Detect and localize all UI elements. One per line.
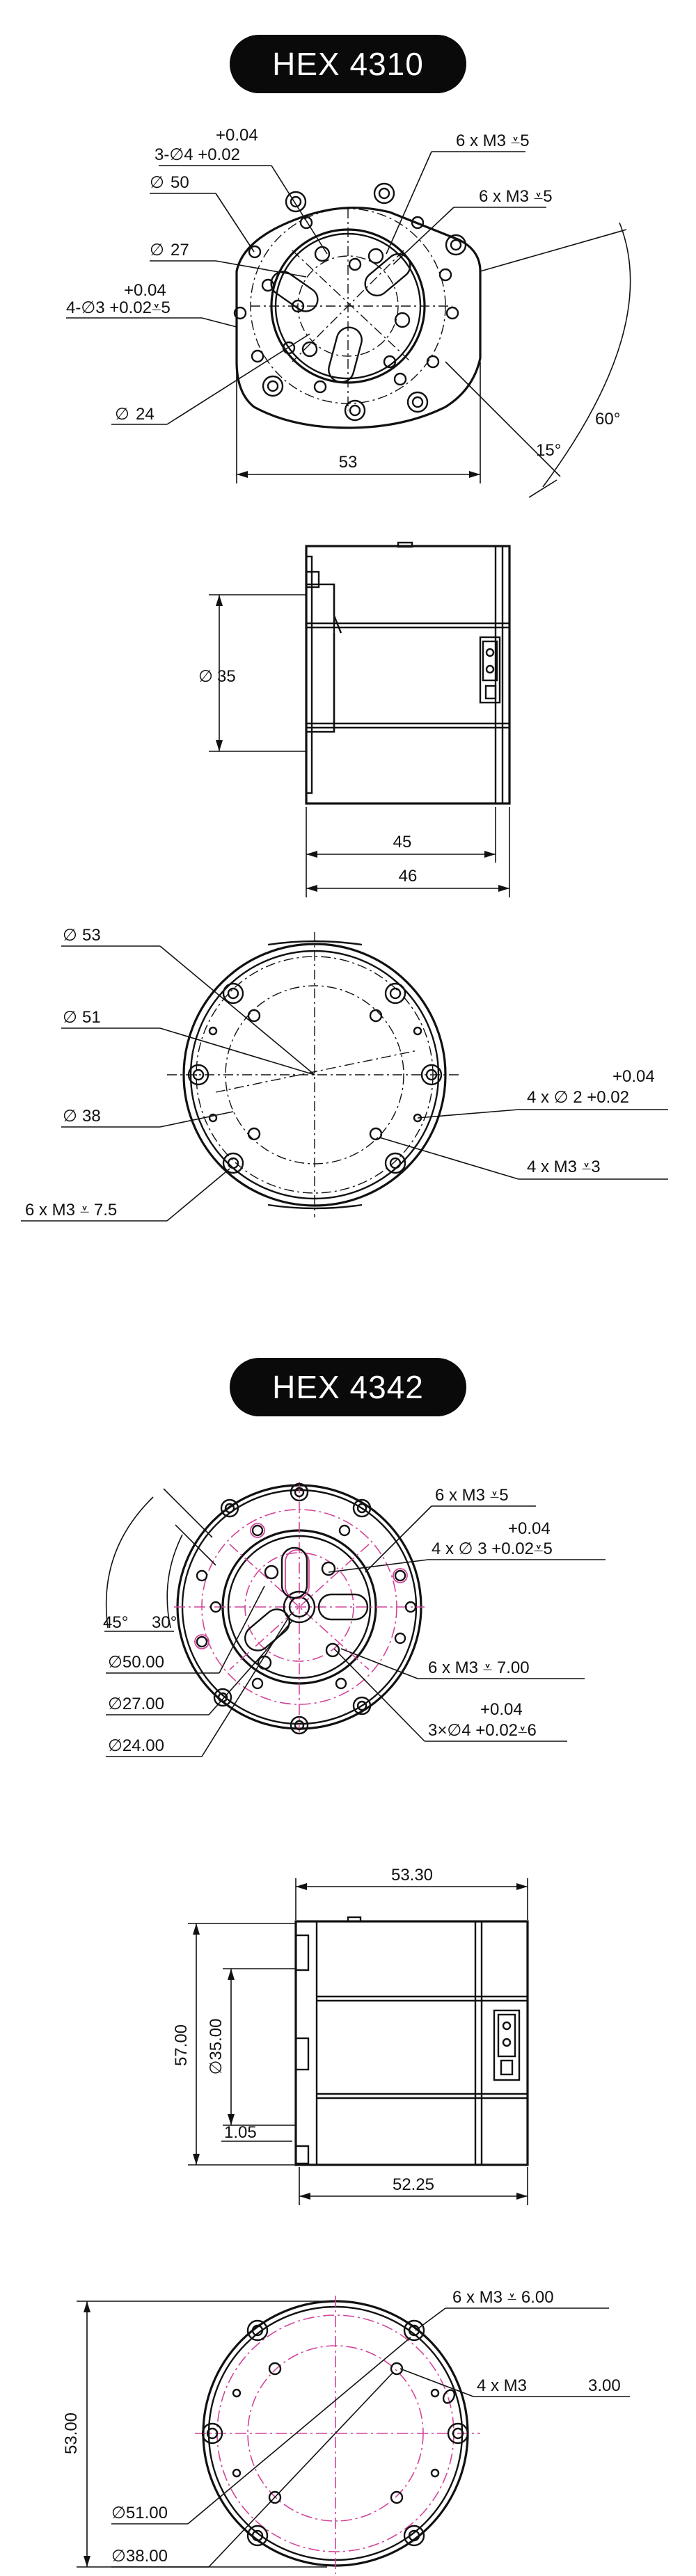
d27-label: 27 [171, 241, 189, 259]
hole-4-label: 4-∅3 +0.02⩡5 [66, 298, 171, 317]
hex4342-top-view [103, 1482, 606, 1757]
diameter-symbol: ∅ [63, 926, 77, 945]
hole-b-label: 3×∅4 +0.02⩡6 [428, 1721, 537, 1740]
angle-60-label: 60° [595, 410, 621, 429]
len-45-label: 45 [393, 833, 412, 851]
m3-7-label: 6 x M3 ⩡ 7.00 [428, 1658, 530, 1677]
angle-15-label: 15° [536, 441, 562, 460]
tol-label: +0.04 [612, 1067, 655, 1086]
diameter-symbol: ∅ [115, 405, 129, 424]
diameter-symbol: ∅ [198, 667, 213, 686]
diameter-symbol: ∅ [63, 1008, 77, 1027]
tol-hole-3: +0.04 [216, 126, 258, 145]
d24-label: 24 [136, 405, 155, 424]
m3-6-label: 6 x M3 ⩡ 6.00 [452, 2288, 554, 2307]
h-53-label: 53.00 [62, 2412, 81, 2455]
diameter-symbol: ∅ [150, 173, 164, 192]
hex4342-bottom-view [62, 2288, 630, 2574]
hole-a-label: 4 x ∅ 3 +0.02⩡5 [432, 1539, 553, 1558]
d38-label: 38 [82, 1107, 101, 1126]
d50-label: 50 [171, 173, 189, 192]
d38-label: ∅38.00 [111, 2547, 168, 2566]
m3-3-label: 4 x M3 ⩡3 [527, 1158, 601, 1176]
angle-30-label: 30° [152, 1613, 177, 1632]
m3-depth-b: 6 x M3 ⩡5 [479, 187, 553, 206]
d53-label: 53 [82, 926, 101, 945]
off-105-label: 1.05 [224, 2123, 257, 2142]
d27-label: ∅27.00 [108, 1695, 164, 1713]
len-52-25-label: 52.25 [392, 2175, 435, 2194]
tol-b-label: +0.04 [480, 1700, 523, 1719]
diameter-symbol: ∅ [150, 241, 164, 259]
tol-a-label: +0.04 [508, 1519, 551, 1538]
m3-depth-a: 6 x M3 ⩡5 [456, 131, 530, 150]
d35-label: 35 [217, 667, 236, 686]
d24-label: ∅24.00 [108, 1736, 164, 1755]
hole4-label: 4 x ∅ 2 +0.02 [527, 1088, 629, 1107]
depth-3-label: 3.00 [588, 2376, 621, 2395]
diameter-symbol: ∅ [63, 1107, 77, 1126]
d51-label: ∅51.00 [111, 2504, 168, 2522]
len-46-label: 46 [398, 867, 418, 886]
d50-label: ∅50.00 [108, 1653, 164, 1672]
h-57-label: 57.00 [172, 2024, 191, 2067]
angle-45-label: 45° [103, 1613, 129, 1632]
m3-5-label: 6 x M3 ⩡5 [435, 1486, 509, 1505]
width-53-label: 53 [338, 453, 358, 472]
len-53-30-label: 53.30 [390, 1866, 434, 1885]
d51-label: 51 [82, 1008, 101, 1027]
hex4342-side-view [172, 1866, 528, 2205]
m3-75-label: 6 x M3 ⩡ 7.5 [25, 1201, 118, 1219]
m3-4-label: 4 x M3 [477, 2376, 528, 2395]
tol-hole-4: +0.04 [124, 281, 166, 300]
d35-label: ∅35.00 [207, 2018, 226, 2075]
hole-3-label: 3-∅4 +0.02 [155, 145, 240, 164]
section-title-text: HEX 4310 [272, 46, 424, 82]
section-title-text: HEX 4342 [272, 1369, 424, 1405]
